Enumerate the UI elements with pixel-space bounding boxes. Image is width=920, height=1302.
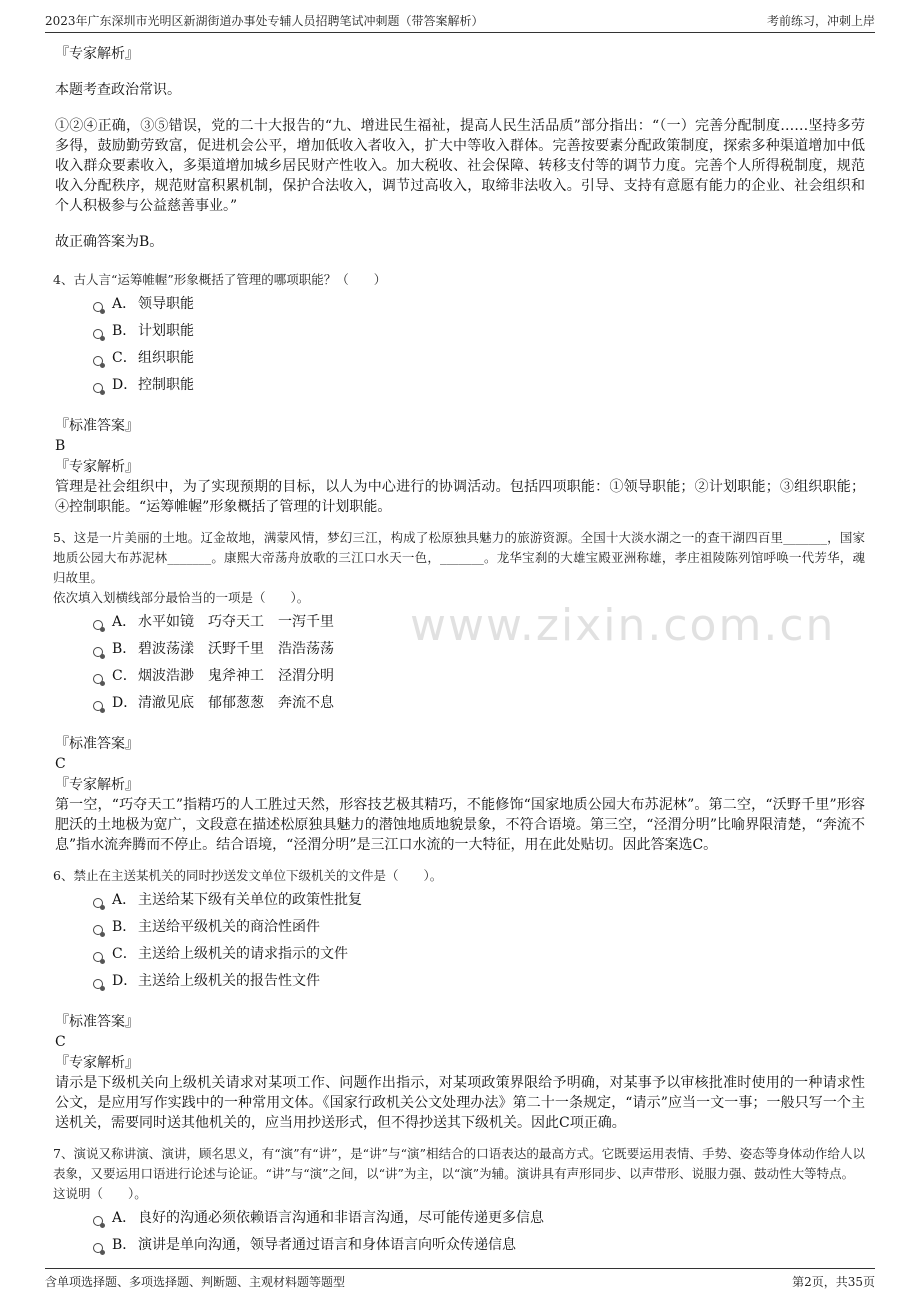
page-header [45, 8, 875, 33]
radio-icon[interactable] [93, 620, 103, 630]
q5-analysis: 第一空，“巧夺天工”指精巧的人工胜过天然，形容技艺极其精巧，不能修饰“国家地质公园大布苏泥林”。第二空，“沃野千里”形容肥沃的土地极为宽广，文段意在描述松原独具魅力的潜蚀地质地貌景象，不符合语境。第三空，“泾渭分明”比喻界限清楚，“奔流不息”指水流奔腾而不停止。结合语境，“泾渭分明”是三江口水流的一大特征，用在此处贴切。因此答案选C。 [55, 797, 865, 853]
radio-icon[interactable] [93, 356, 103, 366]
radio-icon[interactable] [93, 302, 103, 312]
q5-option-d[interactable]: D． 清澈见底 郁郁葱葱 奔流不息 [93, 690, 865, 717]
q3-analysis-p1: 本题考查政治常识。 [55, 82, 181, 98]
q5-answer-label: 『标准答案』 [55, 736, 139, 752]
radio-icon[interactable] [93, 1243, 103, 1253]
q4-option-c[interactable]: C． 组织职能 [93, 345, 865, 372]
q4-analysis: 管理是社会组织中，为了实现预期的目标，以人为中心进行的协调活动。包括四项职能：①领导职能；②计划职能；③组织职能；④控制职能。“运筹帷幄”形象概括了管理的计划职能。 [55, 479, 865, 515]
q3-analysis-p2: ①②④正确，③⑤错误，党的二十大报告的“九、增进民生福祉，提高人民生活品质”部分指出：“（一）完善分配制度……坚持多劳多得，鼓励勤劳致富，促进机会公平，增加低收入者收入，扩大中等收入群体。完善按要素分配政策制度，探索多种渠道增加中低收入群众要素收入，多渠道增加城乡居民财产性收入。加大税收、社会保障、转移支付等的调节力度。完善个人所得税制度，规范收入分配秩序，规范财富积累机制，保护合法收入，调节过高收入，取缔非法收入。引导、支持有意愿有能力的企业、社会组织和个人积极参与公益慈善事业。” [55, 118, 865, 214]
q4-option-b[interactable]: B． 计划职能 [93, 318, 865, 345]
q7-stem-prompt: 这说明（ ）。 [53, 1186, 147, 1201]
header-slogan: 考前练习，冲刺上岸 [766, 14, 875, 28]
q6-answer-label: 『标准答案』 [55, 1014, 139, 1030]
q5-stem: 5、这是一片美丽的土地。辽金故地，满蒙风情，梦幻三江，构成了松原独具魅力的旅游资源。全国十大淡水湖之一的查干湖四百里_______，国家地质公园大布苏泥林_______。康熙大帝荡舟放歌的三江口水天一色，_______。龙华宝刹的大雄宝殿亚洲称雄，孝庄祖陵陈列馆呼唤一代芳华，魂归故里。 [53, 530, 865, 585]
q7-stem: 7、演说又称讲演、演讲，顾名思义，有“演”有“讲”，是“讲”与“演”相结合的口语表达的最高方式。它既要运用表情、手势、姿态等身体动作给人以表象，又要运用口语进行论述与论证。“讲”与“演”之间，以“讲”为主，以“演”为辅。演讲具有声形同步、以声带形、说服力强、鼓动性大等特点。 [53, 1146, 865, 1181]
q3-analysis-p3: 故正确答案为B。 [55, 234, 164, 250]
radio-icon[interactable] [93, 952, 103, 962]
q5-analysis-label: 『专家解析』 [55, 777, 139, 793]
q7-options [93, 1205, 865, 1259]
q4-option-d[interactable]: D． 控制职能 [93, 372, 865, 399]
watermark: www.zixin.com.cn [410, 600, 836, 651]
q4-answer-label: 『标准答案』 [55, 418, 139, 434]
q6-option-a[interactable]: A． 主送给某下级有关单位的政策性批复 [93, 887, 865, 914]
q4-stem: 4、古人言“运筹帷幄”形象概括了管理的哪项职能？（ ） [53, 272, 387, 287]
page-footer [45, 1268, 875, 1295]
q5-option-b[interactable]: B． 碧波荡漾 沃野千里 浩浩荡荡 [93, 636, 865, 663]
q6-option-c[interactable]: C． 主送给上级机关的请求指示的文件 [93, 941, 865, 968]
radio-icon[interactable] [93, 979, 103, 989]
q6-stem: 6、禁止在主送某机关的同时抄送发文单位下级机关的文件是（ ）。 [53, 868, 443, 883]
q6-option-b[interactable]: B． 主送给平级机关的商洽性函件 [93, 914, 865, 941]
q6-option-d[interactable]: D． 主送给上级机关的报告性文件 [93, 968, 865, 995]
q4-option-a[interactable]: A． 领导职能 [93, 291, 865, 318]
q6-options [93, 887, 865, 995]
radio-icon[interactable] [93, 701, 103, 711]
q6-answer: C [55, 1034, 66, 1050]
q5-answer: C [55, 756, 66, 772]
q5-option-a[interactable]: A． 水平如镜 巧夺天工 一泻千里 [93, 609, 865, 636]
q4-analysis-label: 『专家解析』 [55, 459, 139, 475]
q7-option-b[interactable]: B． 演讲是单向沟通，领导者通过语言和身体语言向听众传递信息 [93, 1232, 865, 1259]
radio-icon[interactable] [93, 1216, 103, 1226]
q6-analysis-label: 『专家解析』 [55, 1055, 139, 1071]
radio-icon[interactable] [93, 925, 103, 935]
q5-options [93, 609, 865, 717]
radio-icon[interactable] [93, 647, 103, 657]
page-content [55, 42, 865, 1259]
header-title: 2023年广东深圳市光明区新湖街道办事处专辅人员招聘笔试冲刺题（带答案解析） [45, 14, 484, 28]
footer-page-number: 第2页，共35页 [792, 1275, 875, 1289]
radio-icon[interactable] [93, 898, 103, 908]
radio-icon[interactable] [93, 383, 103, 393]
q3-analysis-label: 『专家解析』 [55, 46, 139, 62]
q6-analysis: 请示是下级机关向上级机关请求对某项工作、问题作出指示，对某项政策界限给予明确，对某事予以审核批准时使用的一种请求性公文，是应用写作实践中的一种常用文体。《国家行政机关公文处理办法》第二十一条规定，“请示”应当一文一事；一般只写一个主送机关，需要同时送其他机关的，应当用抄送形式，但不得抄送其下级机关。因此C项正确。 [55, 1075, 865, 1131]
q7-option-a[interactable]: A． 良好的沟通必须依赖语言沟通和非语言沟通，尽可能传递更多信息 [93, 1205, 865, 1232]
q4-options [93, 291, 865, 399]
radio-icon[interactable] [93, 674, 103, 684]
footer-question-types: 含单项选择题、多项选择题、判断题、主观材料题等题型 [45, 1275, 346, 1289]
q4-answer: B [55, 438, 66, 454]
q5-option-c[interactable]: C． 烟波浩渺 鬼斧神工 泾渭分明 [93, 663, 865, 690]
radio-icon[interactable] [93, 329, 103, 339]
q5-stem-prompt: 依次填入划横线部分最恰当的一项是（ ）。 [53, 590, 310, 605]
